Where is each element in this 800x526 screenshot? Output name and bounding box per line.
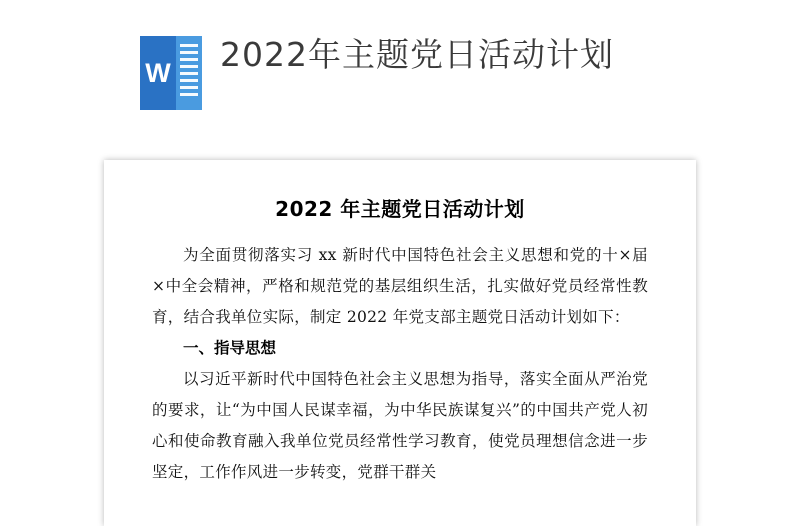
document-header [0, 0, 800, 96]
document-section-heading: 一、指导思想 [183, 339, 277, 357]
word-file-icon [140, 36, 202, 110]
document-paragraph: 以习近平新时代中国特色社会主义思想为指导，落实全面从严治党的要求，让“为中国人民谋幸福，为中华民族谋复兴”的中国共产党人初心和使命教育融入我单位党员经常性学习教育，使党员理想信念进一步坚定，工作作风进一步转变，党群干群关 [152, 370, 648, 481]
word-icon-lines [176, 36, 202, 110]
word-icon-letter: W [145, 57, 171, 88]
document-paragraph: 为全面贯彻落实习 xx 新时代中国特色社会主义思想和党的十×届×中全会精神，严格和规范党的基层组织生活，扎实做好党员经常性教育，结合我单位实际，制定 2022 年党支部主题党日活动计划如下： [152, 246, 648, 326]
document-heading: 2022 年主题党日活动计划 [275, 197, 525, 221]
page-title: 2022年主题党日活动计划 [220, 35, 614, 74]
document-sheet [104, 160, 696, 526]
word-icon-letter-block [140, 36, 176, 110]
